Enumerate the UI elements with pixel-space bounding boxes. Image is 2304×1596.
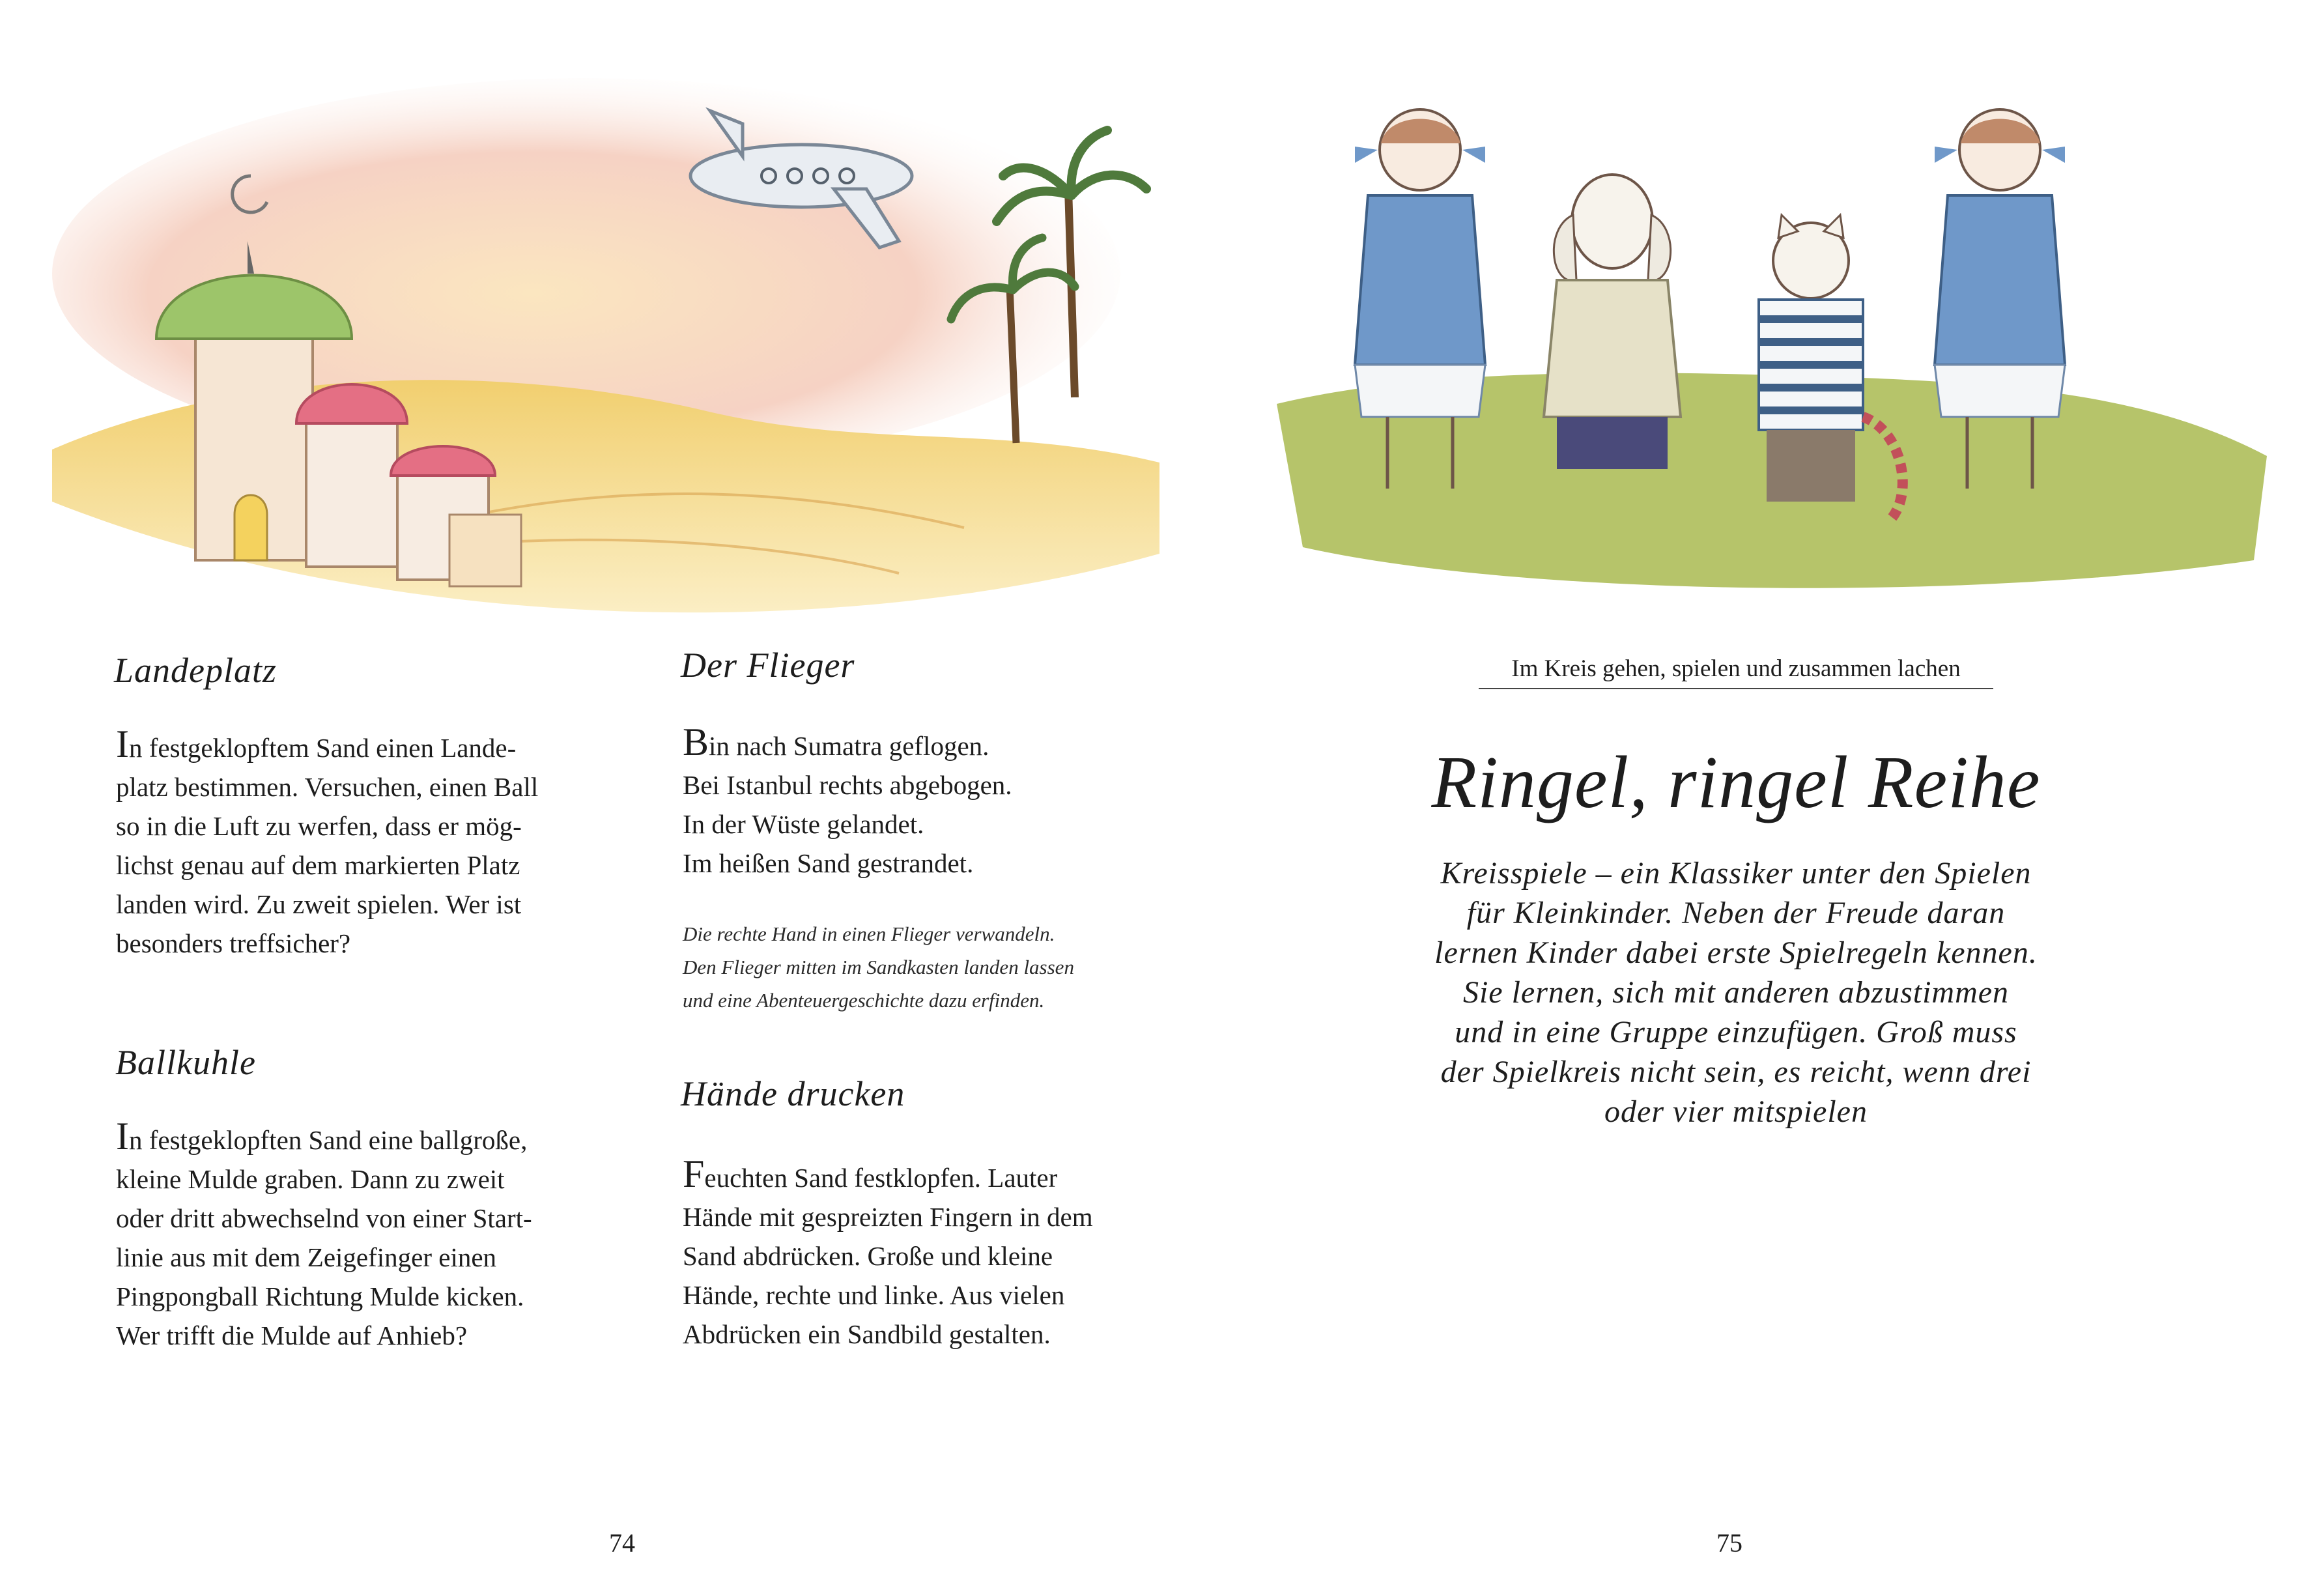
section-body-ballkuhle xyxy=(116,1115,598,1355)
intro-line: für Kleinkinder. Neben der Freude daran xyxy=(1466,896,2006,930)
desert-illustration xyxy=(52,59,1159,632)
text-line: In festgeklopftem Sand einen Lande- xyxy=(116,722,517,765)
children-circle-illustration xyxy=(1277,91,2267,599)
text-line: platz bestimmen. Versuchen, einen Ball xyxy=(116,772,539,802)
section-note-der-flieger xyxy=(683,917,1152,1017)
page-title: Ringel, ringel Reihe xyxy=(1431,741,2041,823)
text-line: landen wird. Zu zweit spielen. Wer ist xyxy=(116,889,522,919)
text-line: so in die Luft zu werfen, dass er mög- xyxy=(116,811,522,841)
text-line: lichst genau auf dem markierten Platz xyxy=(116,850,520,880)
section-body-landeplatz xyxy=(116,722,598,963)
text-line: Im heißen Sand gestrandet. xyxy=(683,848,974,878)
text-line: In festgeklopften Sand eine ballgroße, xyxy=(116,1115,528,1158)
text-line: In der Wüste gelandet. xyxy=(683,809,924,839)
text-line: Hände, rechte und linke. Aus vielen xyxy=(683,1280,1065,1310)
text-line: Wer trifft die Mulde auf Anhieb? xyxy=(116,1320,468,1350)
intro-line: Sie lernen, sich mit anderen abzustimmen xyxy=(1462,975,2010,1010)
text-line: kleine Mulde graben. Dann zu zweit xyxy=(116,1164,505,1194)
section-kicker: Im Kreis gehen, spielen und zusammen lachen xyxy=(1479,655,1993,689)
text-line: Feuchten Sand festklopfen. Lauter xyxy=(683,1152,1058,1195)
text-line: oder dritt abwechselnd von einer Start- xyxy=(116,1203,532,1233)
section-body-der-flieger xyxy=(683,720,1139,883)
page-number-left: 74 xyxy=(609,1528,635,1558)
text-line: Bin nach Sumatra geflogen. xyxy=(683,720,989,763)
text-line: Abdrücken ein Sandbild gestalten. xyxy=(683,1319,1051,1349)
note-line: und eine Abenteuergeschichte dazu erfinden. xyxy=(683,989,1045,1012)
text-line: linie aus mit dem Zeigefinger einen xyxy=(116,1242,497,1272)
intro-line: Kreisspiele – ein Klassiker unter den Spielen xyxy=(1440,856,2032,891)
text-line: Pingpongball Richtung Mulde kicken. xyxy=(116,1281,524,1311)
text-line: Bei Istanbul rechts abgebogen. xyxy=(683,770,1012,800)
text-line: Hände mit gespreizten Fingern in dem xyxy=(683,1202,1093,1232)
drop-initial: I xyxy=(116,1115,129,1158)
section-heading-der-flieger: Der Flieger xyxy=(681,646,855,685)
dog-figure-icon xyxy=(1544,175,1681,469)
intro-line: und in eine Gruppe einzufügen. Groß muss xyxy=(1455,1015,2017,1049)
text-line: Sand abdrücken. Große und kleine xyxy=(683,1241,1053,1271)
section-heading-ballkuhle: Ballkuhle xyxy=(115,1043,256,1082)
section-body-haende-drucken xyxy=(683,1152,1139,1354)
intro-line: oder vier mitspielen xyxy=(1604,1094,1868,1129)
drop-initial: I xyxy=(116,722,129,765)
intro-paragraph xyxy=(1368,853,2104,1132)
intro-line: der Spielkreis nicht sein, es reicht, wenn drei xyxy=(1440,1055,2032,1089)
drop-initial: F xyxy=(683,1152,705,1195)
section-heading-landeplatz: Landeplatz xyxy=(114,651,277,690)
note-line: Die rechte Hand in einen Flieger verwandeln. xyxy=(683,922,1055,945)
intro-line: lernen Kinder dabei erste Spielregeln kennen. xyxy=(1434,935,2038,970)
drop-initial: B xyxy=(683,720,709,763)
section-heading-haende-drucken: Hände drucken xyxy=(681,1074,905,1113)
note-line: Den Flieger mitten im Sandkasten landen lassen xyxy=(683,956,1074,978)
page-number-right: 75 xyxy=(1716,1528,1742,1558)
text-line: besonders treffsicher? xyxy=(116,928,351,958)
